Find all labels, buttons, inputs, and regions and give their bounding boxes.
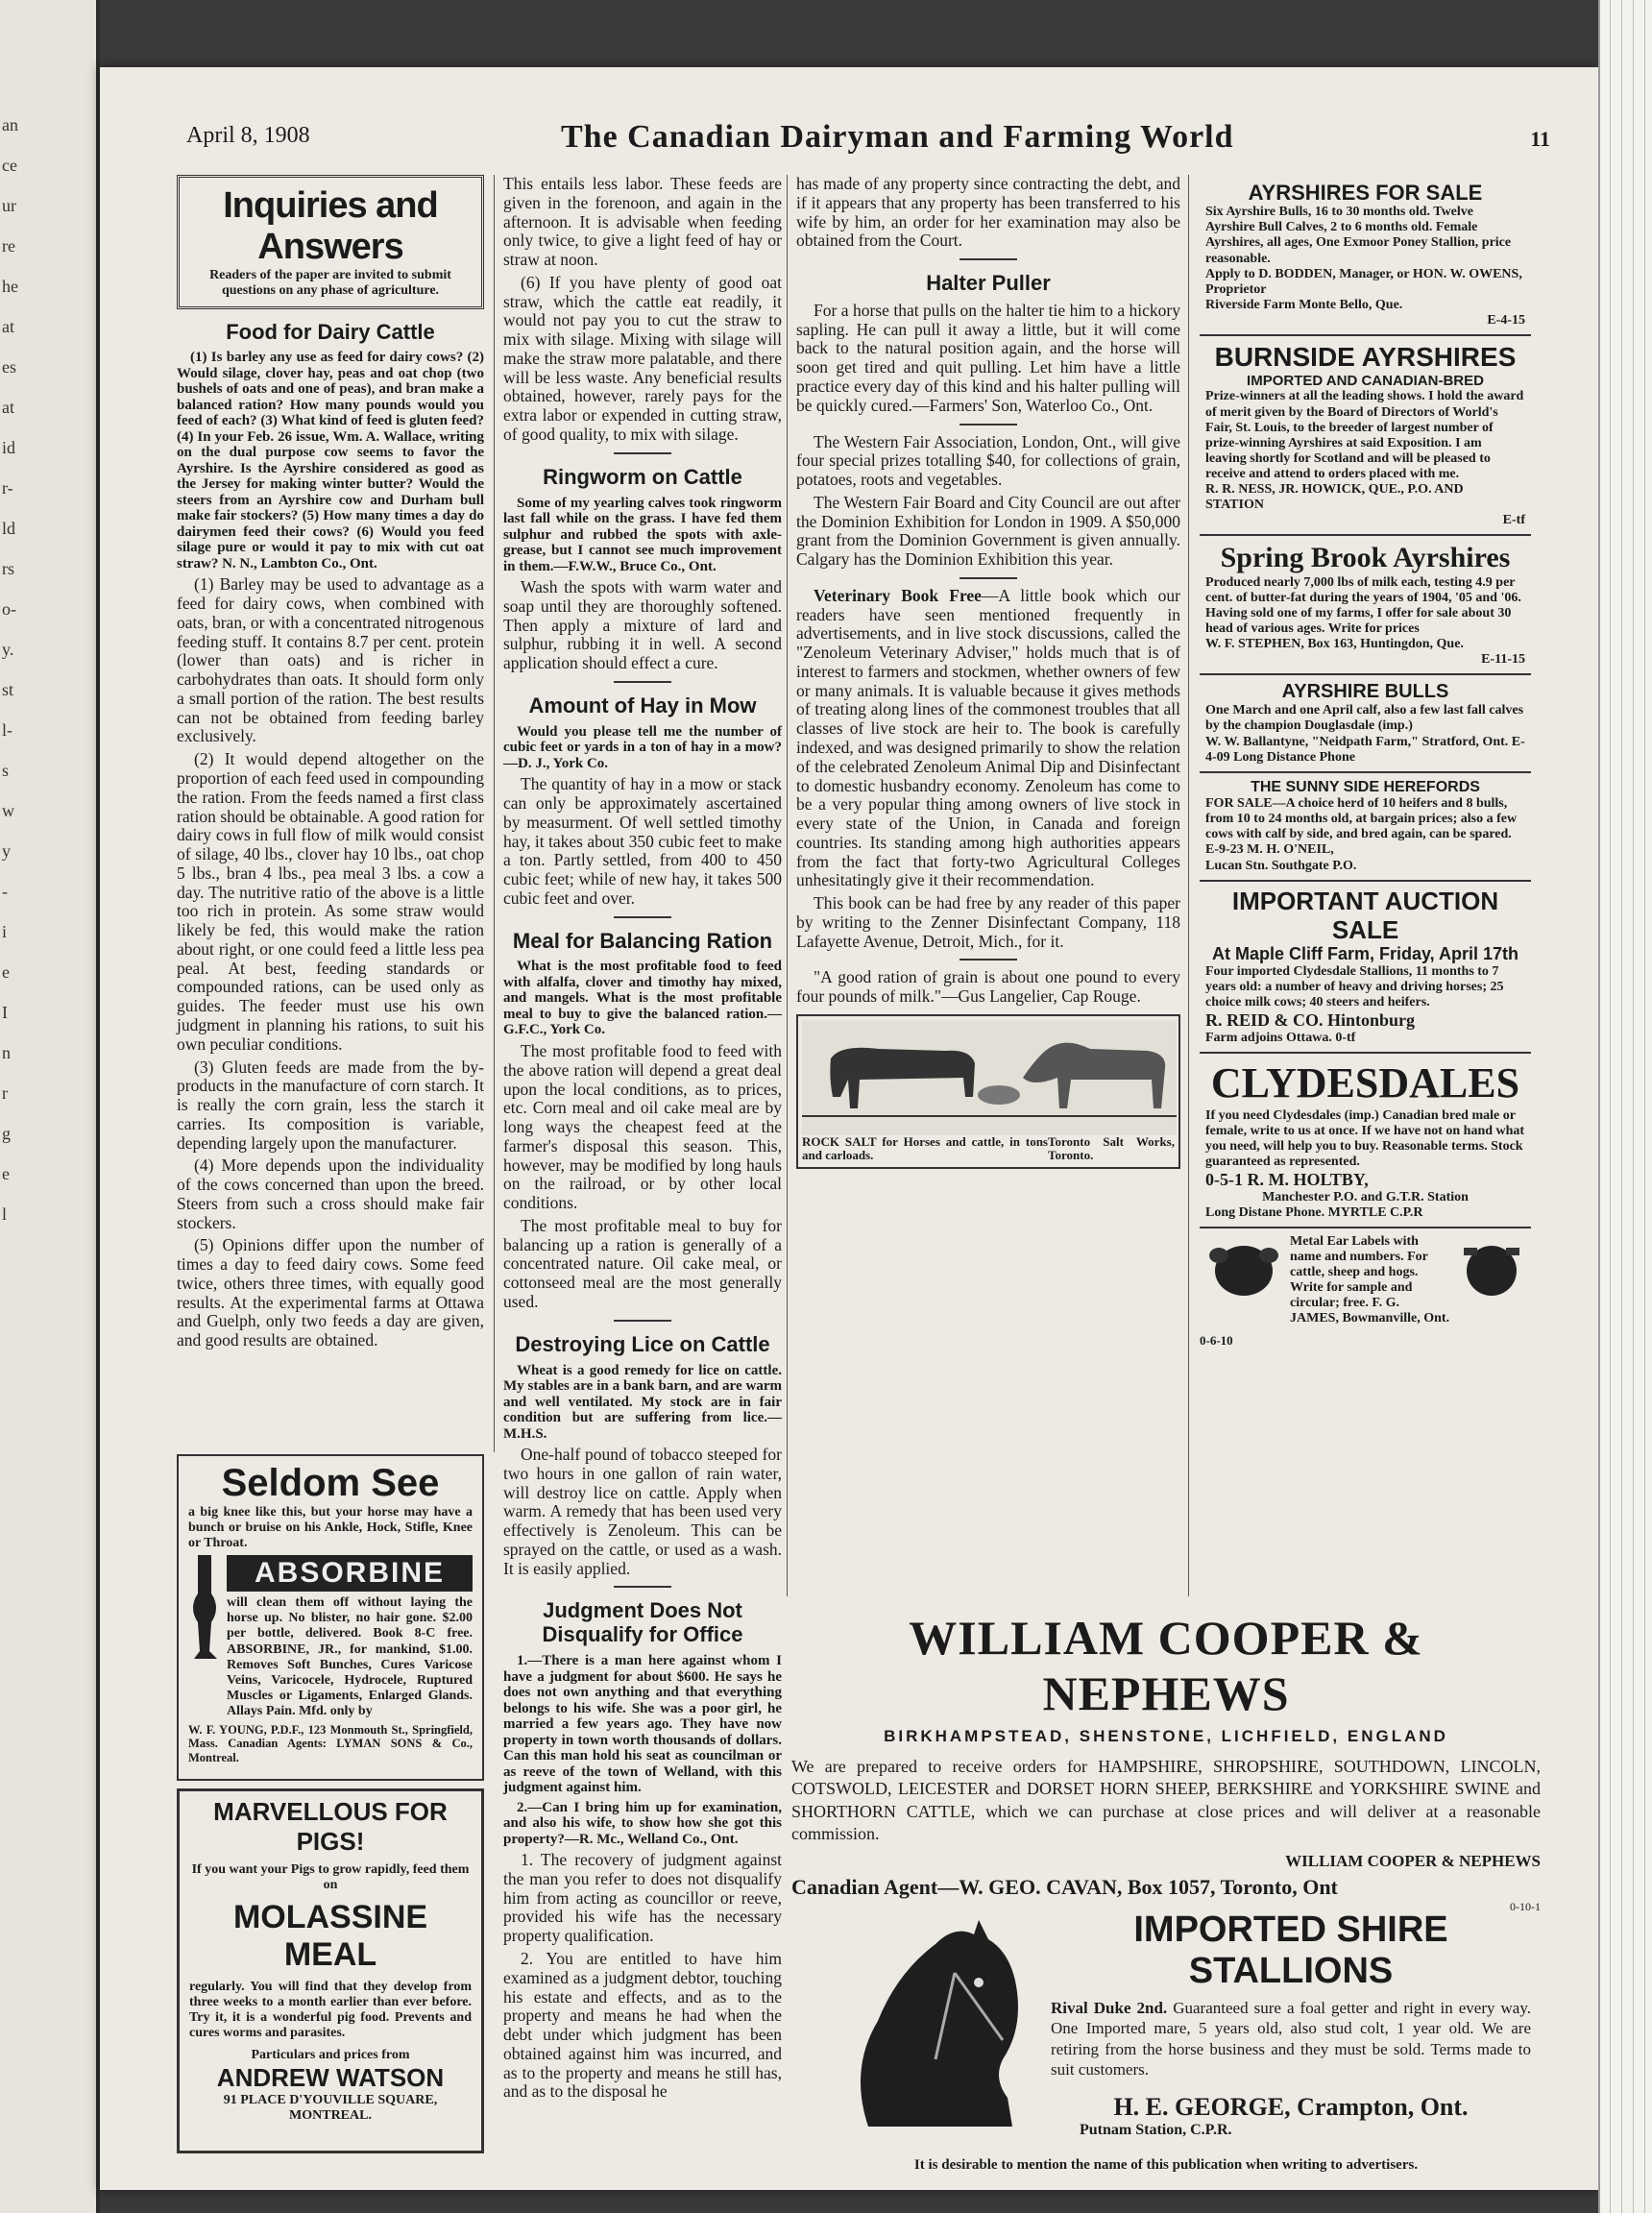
ad-body: FOR SALE—A choice herd of 10 heifers and 8 bulls, from 10 to 24 months old, at bargain prices; also a few cows with calf by side, and bred again, can be spared. bbox=[1205, 796, 1518, 842]
spine-text-fragment: g bbox=[2, 1124, 11, 1143]
column-2 bbox=[503, 175, 782, 2105]
spine-text-fragment: l- bbox=[2, 720, 12, 740]
ad-body: ROCK SALT for Horses and cattle, in tons and carloads. bbox=[802, 1133, 1048, 1163]
ad-address: 91 PLACE D'YOUVILLE SQUARE, MONTREAL. bbox=[223, 2092, 438, 2123]
divider bbox=[960, 424, 1017, 426]
ad-contact-name: ANDREW WATSON bbox=[216, 2062, 445, 2092]
spine-text-fragment: w bbox=[2, 801, 14, 820]
divider bbox=[960, 577, 1017, 579]
answer-paragraph: The quantity of hay in a mow or stack can only be approximately ascertained by measurment. Of well settled timothy hay, it takes about 350 cubic feet to make a ton. Partly settled, from 400 to 450 cubic feet; while of new hay, it takes 500 cubic feet and over. bbox=[503, 774, 782, 908]
issue-date: April 8, 1908 bbox=[186, 123, 310, 148]
ad-brand: ABSORBINE bbox=[227, 1555, 473, 1592]
inquiries-banner bbox=[177, 175, 484, 309]
burnside-ayrshires-ad bbox=[1200, 336, 1531, 536]
ad-subheading: IMPORTED AND CANADIAN-BRED bbox=[1247, 373, 1484, 390]
ad-body: Prize-winners at all the leading shows. I hold the award of merit given by the Board of Directors of World's Fair, St. Louis, to the breeder of largest number of prize-winning Ayrshires at said Exposition. I am leaving shortly for Scotland and will be pleased to receive and attend to orders placed with me. bbox=[1205, 389, 1524, 481]
question-text: What is the most profitable food to feed with alfalfa, clover and timothy hay mixed, and mangels. What is the most profitable meal to buy to give the balanced ration.—G.F.C., York Co. bbox=[503, 959, 782, 1038]
ad-contact: W. F. STEPHEN, Box 163, Huntingdon, Que. bbox=[1205, 637, 1464, 652]
masthead-title: The Canadian Dairyman and Farming World bbox=[561, 119, 1234, 155]
absorbine-ad bbox=[177, 1454, 484, 1781]
quote-paragraph: "A good ration of grain is about one pound to every four pounds of milk."—Gus Langelier, Cap Rouge. bbox=[796, 967, 1180, 1007]
newspaper-page bbox=[100, 67, 1598, 2190]
divider bbox=[614, 916, 671, 918]
body-paragraph: This entails less labor. These feeds are given in the forenoon, and again in the afternoon. It is advisable when feeding only twice, to give a light feed of hay or straw at noon. bbox=[503, 174, 782, 270]
ad-headline: WILLIAM COOPER & NEPHEWS bbox=[909, 1611, 1423, 1720]
herefords-ad bbox=[1200, 773, 1531, 882]
ad-headline: AYRSHIRE BULLS bbox=[1281, 681, 1449, 703]
section-title: Inquiries and Answers bbox=[223, 185, 438, 267]
ad-headline: THE SUNNY SIDE HEREFORDS bbox=[1251, 778, 1480, 795]
section-subtitle: Readers of the paper are invited to submit questions on any phase of agriculture. bbox=[209, 267, 451, 298]
ad-address: Riverside Farm Monte Bello, Que. bbox=[1205, 297, 1403, 312]
stacked-page-edges bbox=[1598, 0, 1652, 2213]
answer-paragraph: (5) Opinions differ upon the number of times a day to feed dairy cows. Some feed twice, others three times, with equally good results. At the experimental farms at Ottawa and Guelph, only two feeds a day are given, and good results are obtained. bbox=[177, 1235, 484, 1350]
divider bbox=[614, 452, 671, 454]
body-paragraph: (6) If you have plenty of good oat straw, which the cattle eat readily, it would not pay you to cut the straw to mix with silage. Mixing with silage will make the straw more palatable, and there will be less waste. Any beneficial results obtained, however, rarely pays for the extra labor or expended in cutting straw, of good quality, to mix with silage. bbox=[503, 272, 782, 444]
article-headline: Food for Dairy Cattle bbox=[226, 319, 435, 344]
horse-leg-icon bbox=[188, 1555, 221, 1661]
footer-note: It is desirable to mention the name of this publication when writing to advertisers. bbox=[913, 2157, 1419, 2173]
spine-text-fragment: y. bbox=[2, 640, 14, 659]
question-text: Some of my yearling calves took ringworm last fall while on the grass. I have fed them sulphur and rubbed the spots with axle-grease, but I cannot see much improvement in them.—F.W.W., Bruce Co., Ont. bbox=[503, 495, 782, 574]
answer-paragraph: One-half pound of tobacco steeped for two hours in one gallon of rain water, will destroy lice on cattle. Apply when warm. A remedy that has been used very effectively is Zenoleum. This can be sprayed on the cattle, or used as a wash. It is easily applied. bbox=[503, 1445, 782, 1578]
ad-body: Metal Ear Labels with name and numbers. For cattle, sheep and hogs. Write for sample and circular; free. F. G. JAMES, Bowmanville, Ont. bbox=[1290, 1234, 1450, 1326]
cattle-head-icon bbox=[1458, 1234, 1525, 1301]
question-text: 1.—There is a man here against whom I have a judgment for about $600. He says he does not own anything and that everything belongs to his wife. She was a poor girl, he married a few years ago. They have now property in town worth thousands of dollars. Can this man hold his seat as councilman or as reeve of the town of Welland, with this judgment against him. 2.—Can I bring him up for examination, and also his wife, to show how she got this property?—R. Mc., Welland Co., Ont. bbox=[503, 1653, 782, 1847]
molassine-ad bbox=[177, 1788, 484, 2153]
ad-address: Lucan Stn. Southgate P.O. bbox=[1205, 858, 1357, 873]
ad-body: will clean them off without laying the horse up. No blister, no hair gone. $2.00 per bottle, delivered. Book 8-C free. ABSORBINE, JR., for mankind, $1.00. Removes Soft Bunches, Cures Varicose Veins, Varicocele, Hydrocele, Ruptured Muscles or Ligaments, Enlarged Glands. Allays Pain. Mfd. only by bbox=[227, 1595, 473, 1718]
ad-body: Six Ayrshire Bulls, 16 to 30 months old. Twelve Ayrshire Bull Calves, 2 to 6 months old. Female Ayrshires, all ages, One Exmoor Poney Stallion, price reasonable. bbox=[1205, 205, 1512, 266]
horse-head-illustration bbox=[811, 1915, 1041, 2127]
spine-text-fragment: o- bbox=[2, 599, 16, 619]
ad-body: One March and one April calf, also a few last fall calves by the champion Douglasdale (imp.) bbox=[1205, 703, 1524, 734]
spine-text-fragment: I bbox=[2, 1003, 8, 1022]
auction-sale-ad bbox=[1200, 882, 1531, 1055]
spine-text-fragment: id bbox=[2, 438, 16, 457]
answer-paragraph: 1. The recovery of judgment against the man you refer to does not disqualify him from acting as councillor or reeve, provided his wife has the necessary property qualification. bbox=[503, 1850, 782, 1946]
ad-code: 0-10-1 bbox=[1510, 1899, 1541, 1913]
spine-text-fragment: ur bbox=[2, 196, 16, 215]
body-paragraph: For a horse that pulls on the halter tie him to a hickory sapling. He can pull it away a little, but it will come back to the natural position again, and the horse will soon get tired and quit pulling. Let him have a little practice every day of this kind and his halter pulling will be quickly cured.—Farmers' Son, Waterloo Co., Ont. bbox=[796, 300, 1180, 415]
body-paragraph: Veterinary Book Free—A little book which our readers have seen mentioned frequently in advertisements, and in live stock discussions, called the "Zenoleum Veterinary Adviser," holds much that is of interest to farmers and stockmen, whether owners of few or many animals. It is valuable because it gives methods of treating along lines of the commonest troubles that all classes of live stock are heir to. The book is carefully indexed, and was designed primarily to show the relation of the celebrated Zenoleum Animal Dip and Disinfectant to domestic husbandry economy. Zenoleum has come to be a very popular thing among owners of live stock in every state of the Union, in Canada and foreign countries. Its standing among high authorities appears from the fact that forty-two Agricultural Colleges unhesitatingly give it their recommendation. bbox=[796, 585, 1180, 890]
divider bbox=[614, 681, 671, 683]
column-4-classifieds bbox=[1200, 175, 1531, 1349]
ad-phone: Long Distane Phone. MYRTLE C.P.R bbox=[1205, 1204, 1423, 1220]
ad-body: Four imported Clydesdale Stallions, 11 months to 7 years old: a number of heavy and driving horses; 25 choice milk cows; 40 steers and heifers. bbox=[1205, 964, 1504, 1010]
answer-paragraph: (4) More depends upon the individuality of the cows concerned than upon the breed. Steers from such a cross should make fair stockers. bbox=[177, 1155, 484, 1232]
ear-tag-icon bbox=[1205, 1234, 1282, 1301]
ad-contact: W. W. Ballantyne, "Neidpath Farm," Stratford, Ont. E-4-09 Long Distance Phone bbox=[1205, 734, 1525, 765]
ad-headline: IMPORTANT AUCTION SALE bbox=[1231, 886, 1499, 944]
ad-body: Rival Duke 2nd. Guaranteed sure a foal getter and right in every way. One Imported mare, 5 years old, also stud colt, 1 year old. We are retiring from the horse business and they must be sold. Terms made to suit customers. bbox=[1051, 1999, 1531, 2079]
article-headline: Meal for Balancing Ration bbox=[512, 928, 773, 953]
question-text: Wheat is a good remedy for lice on cattle. My stables are in a bank barn, and are warm and well ventilated. My stock are in fair condition but are suffering from lice.—M.H.S. bbox=[503, 1362, 782, 1442]
spine-text-fragment: - bbox=[2, 882, 8, 901]
ad-code: E-4-15 bbox=[1487, 312, 1525, 328]
spine-text-fragment: es bbox=[2, 357, 16, 377]
spine-text-fragment: r- bbox=[2, 478, 13, 498]
horse-name: Rival Duke 2nd. bbox=[1051, 1999, 1168, 2017]
answer-paragraph: 2. You are entitled to have him examined as a judgment debtor, touching his estate and effects, and as to the property and means he had when the debt under which judgment has been obtained against him was incurred, and as to the property and means he still has, and as to the disposal he bbox=[503, 1948, 782, 2102]
ad-contact: E-9-23 M. H. O'NEIL, bbox=[1205, 842, 1334, 858]
ad-contact: R. R. NESS, JR. HOWICK, QUE., P.O. AND STATION bbox=[1205, 482, 1464, 513]
spine-text-fragment: e bbox=[2, 1164, 10, 1183]
column-rule bbox=[1188, 175, 1189, 1596]
ad-particulars: Particulars and prices from bbox=[251, 2047, 410, 2062]
ad-contact: Apply to D. BODDEN, Manager, or HON. W. OWENS, Proprietor bbox=[1205, 266, 1522, 297]
spine-text-fragment: at bbox=[2, 398, 14, 417]
ad-contact: 0-5-1 R. M. HOLTBY, bbox=[1205, 1170, 1369, 1190]
ad-headline: CLYDESDALES bbox=[1210, 1059, 1520, 1107]
spine-text-fragment: ld bbox=[2, 519, 16, 538]
answer-paragraph: (2) It would depend altogether on the proportion of each feed used in compounding the ration. From the feeds named a first class ration should be obtainable. A good ration for dairy cows in full flow of milk would consist of silage, 40 lbs., clover hay 10 lbs., oat chop 5 lbs., bran 4 lbs., pea meal 3 lbs. a cow a day. The nutritive ratio of the above is a little too rich in protein. As some straw would likely be fed, this would make the ration about right, or one could feed a little less pea peal. At best, feeding standards or compounded rations, can be used only as guides. The feeder must use his own judgment in planning his rations, to suit his own peculiar conditions. bbox=[177, 749, 484, 1054]
ad-code: 0-6-10 bbox=[1200, 1332, 1233, 1348]
ad-subheading: At Maple Cliff Farm, Friday, April 17th bbox=[1211, 944, 1519, 964]
spine-text-fragment: at bbox=[2, 317, 14, 336]
ad-contact: H. E. GEORGE, Crampton, Ont. bbox=[1113, 2093, 1469, 2121]
ad-code: E-11-15 bbox=[1481, 652, 1525, 668]
divider bbox=[960, 959, 1017, 961]
ad-headline: MARVELLOUS FOR PIGS! bbox=[213, 1797, 448, 1856]
spine-text-fragment: i bbox=[2, 922, 8, 941]
ad-signature: WILLIAM COOPER & NEPHEWS bbox=[1285, 1851, 1541, 1870]
divider bbox=[614, 1320, 671, 1322]
spine-text-fragment: r bbox=[2, 1083, 8, 1103]
ayrshire-bulls-ad bbox=[1200, 675, 1531, 772]
spine-text-fragment: e bbox=[2, 962, 10, 982]
rock-salt-ad bbox=[796, 1014, 1180, 1169]
body-paragraph: The Western Fair Board and City Council are out after the Dominion Exhibition for London in 1909. A $50,000 grant from the Dominion Government is given annually. Calgary has the Dominion Exhibition this year. bbox=[796, 492, 1180, 570]
ad-body: If you need Clydesdales (imp.) Canadian bred male or female, write to us at once. If we have not on hand what you need, will help you to buy. Reasonable terms. Stock guaranteed as represented. bbox=[1205, 1107, 1525, 1170]
answer-paragraph: (3) Gluten feeds are made from the by-products in the manufacture of corn starch. It is really the corn grain, less the starch it carries. Its composition is variable, depending largely upon the manufacturer. bbox=[177, 1057, 484, 1153]
adjacent-page-spine bbox=[0, 0, 100, 2213]
ear-labels-ad bbox=[1200, 1228, 1531, 1333]
ayrshires-for-sale-ad bbox=[1200, 175, 1531, 336]
ad-address: Farm adjoins Ottawa. 0-tf bbox=[1205, 1031, 1356, 1046]
page-header bbox=[177, 106, 1550, 163]
ad-agent: Canadian Agent—W. GEO. CAVAN, Box 1057, Toronto, Ont bbox=[791, 1874, 1338, 1899]
spine-text-fragment: he bbox=[2, 277, 18, 296]
ad-body: regularly. You will find that they develop from three weeks to a month earlier than ever before. Try it, it is a wonderful pig food. Prevents and cures worms and parasites. bbox=[189, 1980, 472, 2041]
divider bbox=[614, 1586, 671, 1588]
ad-address: Manchester P.O. and G.T.R. Station bbox=[1262, 1189, 1469, 1204]
answer-paragraph: Wash the spots with warm water and soap until they are thoroughly softened. Then apply a mixture of lard and sulphur, rubbing it in well. A second application should effect a cure. bbox=[503, 577, 782, 673]
answer-paragraph: The most profitable meal to buy for balancing up a ration is generally of a concentrated nature. Oil cake meal, or cottonseed meal are the most generally used. bbox=[503, 1215, 782, 1311]
ad-subheading: BIRKHAMPSTEAD, SHENSTONE, LICHFIELD, ENGLAND bbox=[884, 1727, 1448, 1745]
article-headline: Destroying Lice on Cattle bbox=[515, 1331, 770, 1356]
spine-text-fragment: an bbox=[2, 115, 18, 134]
column-rule bbox=[494, 175, 495, 1452]
paragraph-lead: Veterinary Book Free bbox=[814, 585, 982, 605]
answer-paragraph: The most profitable food to feed with the above ration will depend a great deal upon the local conditions, as to prices, etc. Corn meal and oil cake meal are by long ways the cheapest feed at the farmer's disposal this season. This, however, may be modified by long hauls on the railroad, or by other local conditions. bbox=[503, 1040, 782, 1213]
ad-maker: Toronto Salt Works, Toronto. bbox=[1048, 1133, 1175, 1163]
body-paragraph: This book can be had free by any reader of this paper by writing to the Zenner Disinfectant Company, 118 Lafayette Avenue, Detroit, Mich., for it. bbox=[796, 893, 1180, 951]
shire-stallions-ad bbox=[791, 1906, 1541, 2136]
spine-text-fragment: rs bbox=[2, 559, 14, 578]
spine-text-fragment: y bbox=[2, 841, 11, 861]
answer-paragraph: (1) Barley may be used to advantage as a feed for dairy cows, when combined with oats, bran, or with a concentrated nitrogenous feeding stuff. It contains 8.7 per cent. protein (lower than oats) and is richer in carbohydrates than oats. It should form only a small portion of the ration. The best results can not be obtained from feeding barley exclusively. bbox=[177, 574, 484, 746]
ad-headline: AYRSHIRES FOR SALE bbox=[1248, 181, 1483, 205]
spine-text-fragment: re bbox=[2, 236, 15, 255]
spring-brook-ad bbox=[1200, 536, 1531, 675]
ad-intro: If you want your Pigs to grow rapidly, feed them on bbox=[191, 1862, 470, 1893]
article-headline: Judgment Does Not Disqualify for Office bbox=[542, 1598, 743, 1647]
question-text: Would you please tell me the number of cubic feet or yards in a ton of hay in a mow?—D. J., York Co. bbox=[503, 723, 782, 771]
article-headline: Halter Puller bbox=[926, 271, 1051, 296]
ad-code: E-tf bbox=[1502, 513, 1525, 528]
ad-contact: R. REID & CO. Hintonburg bbox=[1205, 1010, 1416, 1031]
column-1 bbox=[177, 175, 484, 1354]
ad-body: Produced nearly 7,000 lbs of milk each, testing 4.9 per cent. of butter-fat during the years of 1904, '05 and '06. Having sold one of my farms, I offer for sale about 30 head of various ages. Write for prices bbox=[1205, 574, 1521, 637]
ad-address: Putnam Station, C.P.R. bbox=[1080, 2122, 1232, 2138]
ad-body: We are prepared to receive orders for HAMPSHIRE, SHROPSHIRE, SOUTHDOWN, LINCOLN, COTSWOLD, LEICESTER and DORSET HORN SHEEP, BERKSHIRE and YORKSHIRE SWINE and SHORTHORN CATTLE, which we can purchase at close prices and will deliver at a reasonable commission. bbox=[791, 1757, 1541, 1844]
ad-brand: MOLASSINE MEAL bbox=[232, 1899, 428, 1974]
spine-text-fragment: ce bbox=[2, 156, 17, 175]
article-headline: Amount of Hay in Mow bbox=[528, 693, 757, 717]
william-cooper-ad bbox=[791, 1610, 1541, 1913]
ad-headline: IMPORTED SHIRE STALLIONS bbox=[1133, 1909, 1448, 1991]
spine-text-fragment: n bbox=[2, 1043, 11, 1062]
page-number: 11 bbox=[1530, 127, 1550, 151]
spine-text-fragment: st bbox=[2, 680, 14, 699]
ad-headline: Spring Brook Ayrshires bbox=[1220, 542, 1511, 574]
ad-intro: a big knee like this, but your horse may have a bunch or bruise on his Ankle, Hock, Stifle, Knee or Throat. bbox=[188, 1505, 473, 1551]
clydesdales-ad bbox=[1200, 1054, 1531, 1228]
article-headline: Ringworm on Cattle bbox=[543, 464, 742, 489]
body-paragraph: has made of any property since contracting the debt, and if it appears that any property has been transferred to his wife by him, an order for her examination may also be obtained from the Court. bbox=[796, 174, 1180, 251]
ad-maker: W. F. YOUNG, P.D.F., 123 Monmouth St., Springfield, Mass. Canadian Agents: LYMAN SONS & Co., Montreal. bbox=[188, 1723, 473, 1764]
question-text: (1) Is barley any use as feed for dairy cows? (2) Would silage, clover hay, peas and oat chop (two bushels of oats and one of peas), and bran make a balanced ration? How many pounds would you feed of each? (3) What kind of feed is gluten feed? (4) In your Feb. 26 issue, Wm. A. Wallace, writing on the dual purpose cow seems to favor the Ayrshire. Is the Ayrshire considered as good as the Jersey for making winter butter? Would the steers from an Ayrshire cow and Durham bull make fair stockers? (5) How many times a day do dairymen feed their cows? (6) Would you feed silage pure or would it pay to mix with cut oat straw? N. N., Lambton Co., Ont. bbox=[177, 350, 484, 571]
divider bbox=[960, 258, 1017, 260]
ad-headline: Seldom See bbox=[221, 1462, 440, 1504]
livestock-illustration bbox=[802, 1020, 1175, 1135]
column-3 bbox=[796, 175, 1180, 1169]
body-paragraph: The Western Fair Association, London, Ont., will give four special prizes totalling $40, for collections of grain, potatoes, roots and vegetables. bbox=[796, 431, 1180, 490]
ad-headline: BURNSIDE AYRSHIRES bbox=[1214, 342, 1517, 373]
column-rule bbox=[787, 175, 788, 1596]
spine-text-fragment: l bbox=[2, 1204, 8, 1224]
spine-text-fragment: s bbox=[2, 761, 10, 780]
